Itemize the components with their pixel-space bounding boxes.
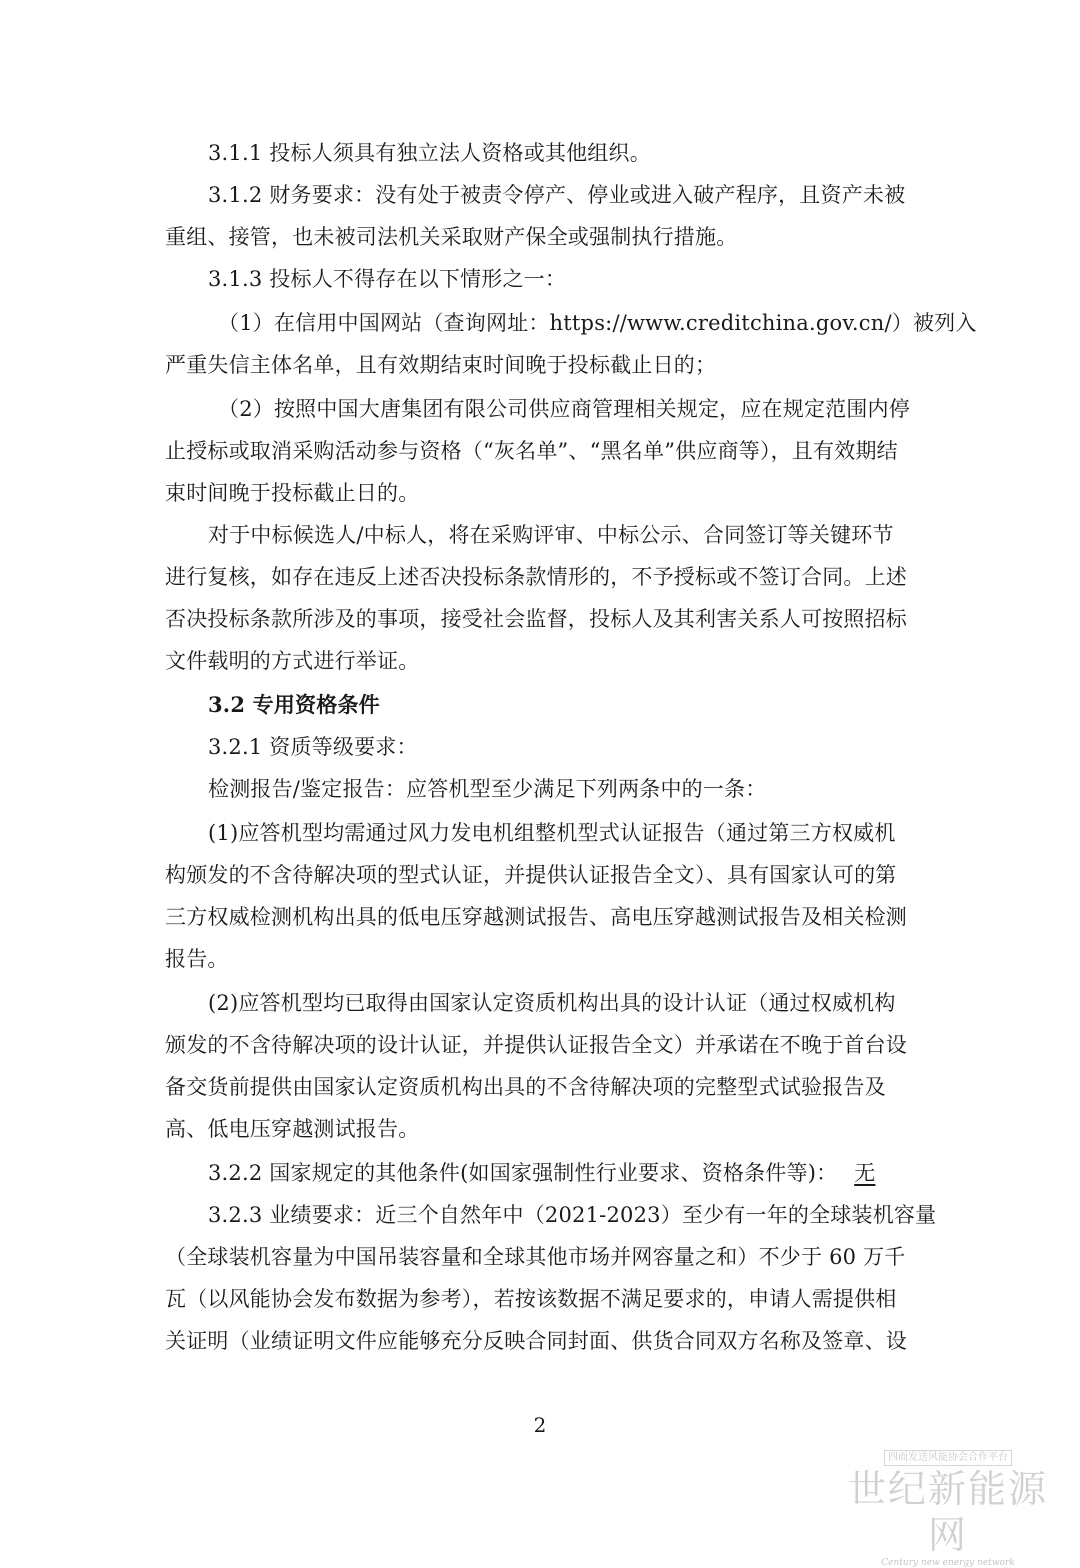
text-line: (2)应答机型均已取得由国家认定资质机构出具的设计认证（通过权威机构 (208, 991, 896, 1015)
text-line: （2）按照中国大唐集团有限公司供应商管理相关规定，应在规定范围内停 (218, 397, 910, 421)
text-line: 严重失信主体名单，且有效期结束时间晚于投标截止日的； (165, 353, 717, 377)
text-line: 3.1.3 投标人不得存在以下情形之一： (208, 267, 567, 291)
text-line: 报告。 (165, 947, 229, 971)
text-line: 瓦（以风能协会发布数据为参考），若按该数据不满足要求的，申请人需提供相 (165, 1287, 897, 1311)
text-line: 三方权威检测机构出具的低电压穿越测试报告、高电压穿越测试报告及相关检测 (165, 905, 907, 929)
watermark-logo (848, 1445, 1049, 1568)
text-line: 高、低电压穿越测试报告。 (165, 1117, 420, 1141)
text-line: 对于中标候选人/中标人，将在采购评审、中标公示、合同签订等关键环节 (208, 523, 894, 547)
watermark-main-text: 世纪新能源网 (848, 1467, 1049, 1557)
text-line: 3.1.2 财务要求：没有处于被责令停产、停业或进入破产程序，且资产未被 (208, 183, 906, 207)
text-line (208, 1152, 885, 1194)
text-line: 颁发的不含待解决项的设计认证，并提供认证报告全文）并承诺在不晚于首台设 (165, 1033, 907, 1057)
text-line: 检测报告/鉴定报告：应答机型至少满足下列两条中的一条： (208, 777, 767, 801)
text-line: 关证明（业绩证明文件应能够充分反映合同封面、供货合同双方名称及签章、设 (165, 1329, 907, 1353)
watermark-sub-text: Century new energy network (881, 1558, 1015, 1568)
text-line: （1）在信用中国网站（查询网址：https://www.creditchina.gov.cn/）被列入 (218, 311, 977, 335)
text-line: 束时间晚于投标截止日的。 (165, 481, 420, 505)
underlined-answer: 无 (854, 1161, 876, 1185)
text-line: 3.2.3 业绩要求：近三个自然年中（2021-2023）至少有一年的全球装机容量 (208, 1203, 937, 1227)
section-heading: 3.2 专用资格条件 (208, 692, 380, 717)
text-line: 3.2.1 资质等级要求： (208, 735, 418, 759)
text-line: 备交货前提供由国家认定资质机构出具的不含待解决项的完整型式试验报告及 (165, 1075, 886, 1099)
page-number: 2 (533, 1413, 547, 1437)
text-line: (1)应答机型均需通过风力发电机组整机型式认证报告（通过第三方权威机 (208, 821, 896, 845)
text-line: 重组、接管，也未被司法机关采取财产保全或强制执行措施。 (165, 225, 738, 249)
text-line-body: 3.2.2 国家规定的其他条件(如国家强制性行业要求、资格条件等)： (208, 1161, 838, 1185)
text-line: 文件载明的方式进行举证。 (165, 649, 420, 673)
text-line: 3.1.1 投标人须具有独立法人资格或其他组织。 (208, 141, 651, 165)
text-line: 否决投标条款所涉及的事项，接受社会监督，投标人及其利害关系人可按照招标 (165, 607, 907, 631)
watermark-top-text: 四面发送风能协会合作平台 (884, 1450, 1012, 1466)
text-line: 进行复核，如存在违反上述否决投标条款情形的，不予授标或不签订合同。上述 (165, 565, 907, 589)
text-line: （全球装机容量为中国吊装容量和全球其他市场并网容量之和）不少于 60 万千 (165, 1245, 906, 1269)
text-line: 止授标或取消采购活动参与资格（“灰名单”、“黑名单”供应商等），且有效期结 (165, 439, 898, 463)
text-line: 构颁发的不含待解决项的型式认证，并提供认证报告全文）、具有国家认可的第 (165, 863, 897, 887)
